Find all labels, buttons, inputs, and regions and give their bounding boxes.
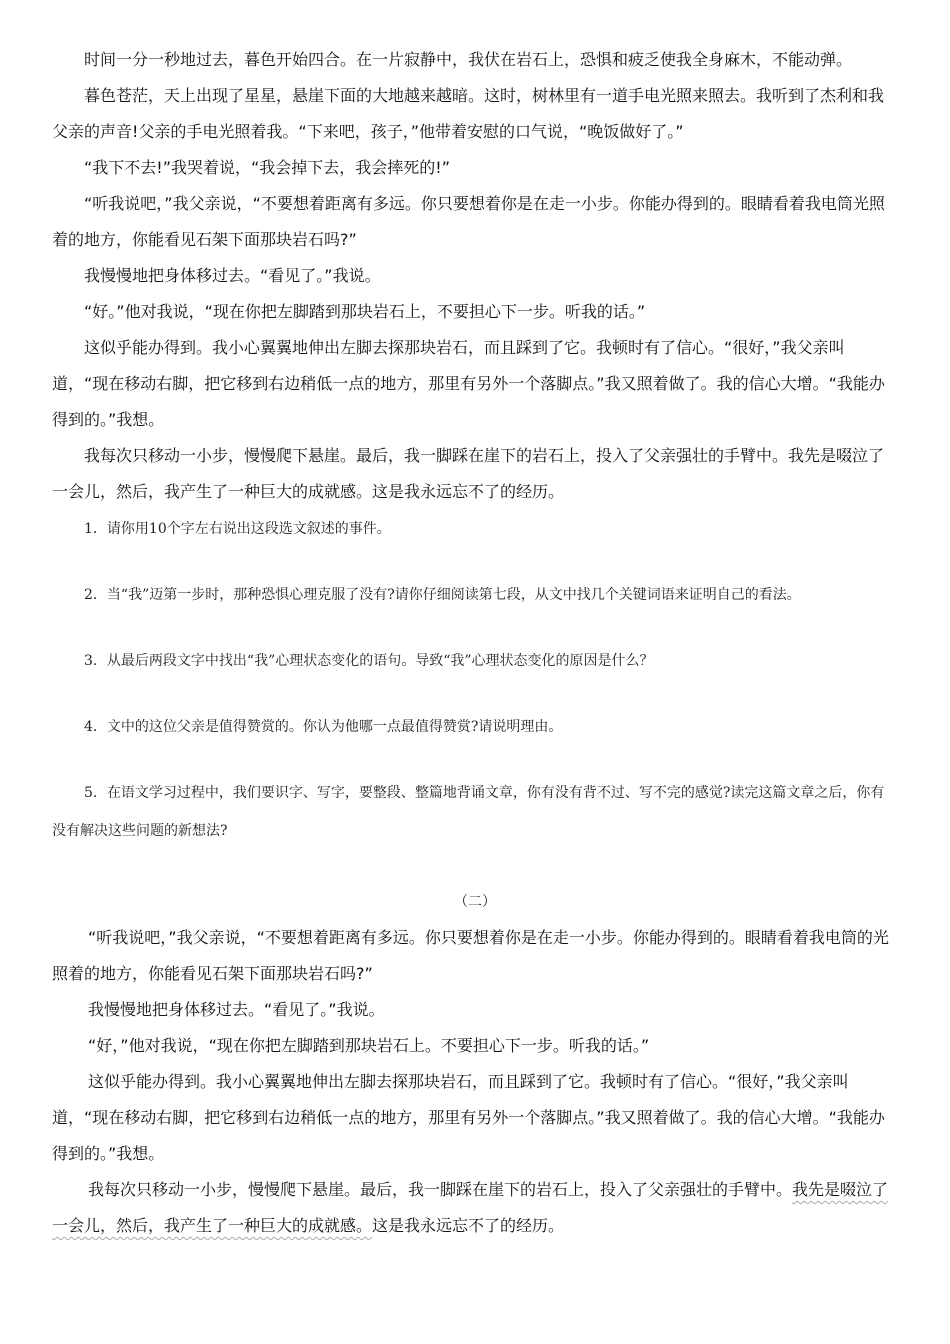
paragraph: 我慢慢地把身体移过去。“看见了。”我说。 — [84, 266, 381, 285]
question-list — [52, 510, 898, 850]
paragraph: “听我说吧，”我父亲说，“不要想着距离有多远。你只要想着你是在走一小步。你能办得到的。眼睛看着我电筒光照着的地方，你能看见石架下面那块岩石吗?” — [52, 194, 885, 249]
question-4: 4．文中的这位父亲是值得赞赏的。你认为他哪一点最值得赞赏?请说明理由。 — [84, 719, 563, 735]
paragraph: “好。”他对我说，“现在你把左脚踏到那块岩石上，不要担心下一步。听我的话。” — [84, 302, 646, 321]
paragraph: “好，”他对我说，“现在你把左脚踏到那块岩石上。不要担心下一步。听我的话。” — [88, 1036, 650, 1055]
passage-two — [52, 920, 898, 1244]
section-title: （二） — [454, 894, 496, 910]
question-1: 1．请你用10个字左右说出这段选文叙述的事件。 — [84, 521, 391, 537]
paragraph: “听我说吧，”我父亲说，“不要想着距离有多远。你只要想着你是在走一小步。你能办得到的。眼睛看着我电筒的光照着的地方，你能看见石架下面那块岩石吗?” — [52, 928, 889, 983]
question-2: 2．当“我”迈第一步时，那种恐惧心理克服了没有?请你仔细阅读第七段，从文中找几个关键词语来证明自己的看法。 — [84, 587, 801, 603]
question-3: 3．从最后两段文字中找出“我”心理状态变化的语句。导致“我”心理状态变化的原因是什么？ — [84, 653, 654, 669]
question-5: 5．在语文学习过程中，我们要识字、写字，要整段、整篇地背诵文章，你有没有背不过、写不完的感觉?读完这篇文章之后，你有没有解决这些问题的新想法? — [52, 785, 885, 839]
paragraph: “我下不去!”我哭着说，“我会掉下去，我会摔死的!” — [84, 158, 450, 177]
paragraph-text: 这是我永远忘不了的经历。 — [372, 1216, 565, 1235]
last-paragraph — [52, 1172, 898, 1244]
document-page — [52, 42, 898, 1244]
paragraph: 暮色苍茫，天上出现了星星，悬崖下面的大地越来越暗。这时，树林里有一道手电光照来照去。我听到了杰利和我父亲的声音!父亲的手电光照着我。“下来吧，孩子，”他带着安慰的口气说，“晚饭做好了。” — [52, 86, 885, 141]
paragraph-text: 我每次只移动一小步，慢慢爬下悬崖。最后，我一脚踩在崖下的岩石上，投入了父亲强壮的手臂中。 — [88, 1180, 793, 1199]
wavy-underlined-text: 我先是啜泣了一会儿，然后，我产生了一种巨大的成就感。 — [52, 1180, 889, 1235]
paragraph: 我慢慢地把身体移过去。“看见了。”我说。 — [88, 1000, 385, 1019]
paragraph: 我每次只移动一小步，慢慢爬下悬崖。最后，我一脚踩在崖下的岩石上，投入了父亲强壮的手臂中。我先是啜泣了一会儿，然后，我产生了一种巨大的成就感。这是我永远忘不了的经历。 — [52, 446, 885, 501]
paragraph: 这似乎能办得到。我小心翼翼地伸出左脚去探那块岩石，而且踩到了它。我顿时有了信心。“很好，”我父亲叫道，“现在移动右脚，把它移到右边稍低一点的地方，那里有另外一个落脚点。”我又照着做了。我的信心大增。“我能办得到的。”我想。 — [52, 338, 885, 429]
passage-one — [52, 42, 898, 510]
paragraph: 时间一分一秒地过去，暮色开始四合。在一片寂静中，我伏在岩石上，恐惧和疲乏使我全身麻木，不能动弹。 — [84, 50, 853, 69]
paragraph: 这似乎能办得到。我小心翼翼地伸出左脚去探那块岩石，而且踩到了它。我顿时有了信心。“很好，”我父亲叫道，“现在移动右脚，把它移到右边稍低一点的地方，那里有另外一个落脚点。”我又照着做了。我的信心大增。“我能办得到的。”我想。 — [52, 1072, 885, 1163]
